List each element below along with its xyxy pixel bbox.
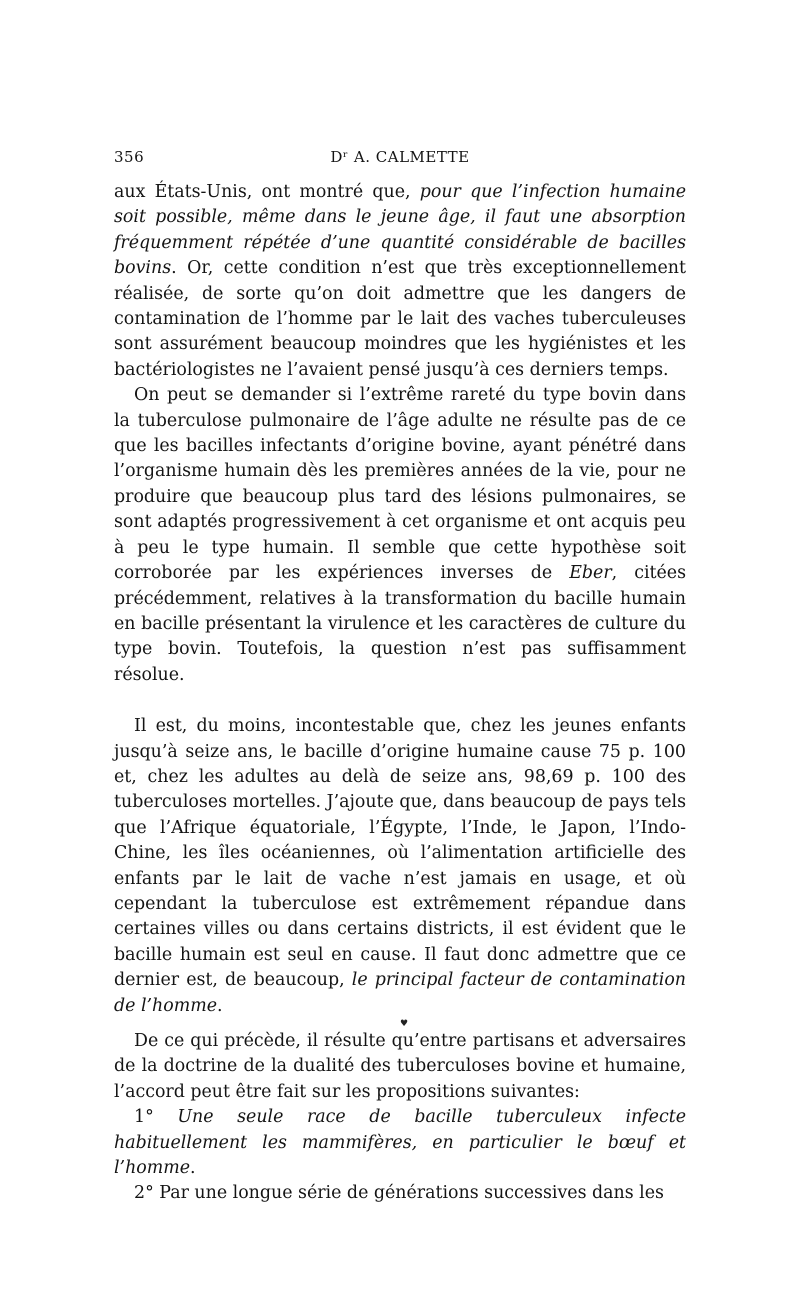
text-run: On peut se demander si l’extrême rareté du type bovin dans la tuberculose pulmonaire de l’âge adulte ne résulte pas de ce que les bacilles infectants d’origine bovine, ayant pénétré dans l’organisme humain dès les premières années de la vie, pour ne produire que beaucoup plus tard des lésions pulmonaires, se sont adaptés progressivement à cet organisme et ont acquis peu à peu le type humain. Il semble que cette hypothèse soit corroborée par les expériences inverses de (114, 385, 686, 584)
paragraph (114, 714, 686, 1019)
text-run: . (217, 995, 223, 1016)
list-item (114, 1105, 686, 1181)
section-mark-icon: ♥ (399, 1019, 409, 1029)
italic-text: pour que l’infection humaine soit possible, même dans le jeune âge, il faut une absorption fréquemment répétée d’une quantité considérable de bacilles bovins (114, 182, 686, 279)
running-head: Dʳ A. CALMETTE (330, 148, 470, 166)
paragraph (114, 383, 686, 688)
text-run: 2° Par une longue série de générations successives dans les (134, 1183, 664, 1204)
paragraph (114, 1029, 686, 1105)
section-break (114, 688, 686, 714)
text-run: . Or, cette condition n’est que très exceptionnellement réalisée, de sorte qu’on doit admettre que les dangers de contamination de l’homme par le lait des vaches tuberculeuses sont assurément beaucoup moindres que les hygiénistes et les bactériologistes ne l’avaient pensé jusqu’à ces derniers temps. (114, 258, 686, 380)
body-text (114, 180, 686, 1207)
text-run: De ce qui précède, il résulte qu’entre partisans et adversaires de la doctrine de la dualité des tuberculoses bovine et humaine, l’accord peut être fait sur les propositions suivantes: (114, 1031, 686, 1102)
text-run: aux États-Unis, ont montré que, (114, 182, 420, 202)
paragraph (114, 180, 686, 383)
page-header (114, 142, 686, 170)
text-run: 1° (134, 1107, 178, 1128)
italic-text: le principal facteur de contamination de l’homme (114, 970, 686, 1016)
list-item (114, 1181, 686, 1206)
italic-text: Eber (569, 563, 612, 584)
text-run: , citées précédemment, relatives à la transformation du bacille humain en bacille présentant la virulence et les caractères de culture du type bovin. Toutefois, la question n’est pas suffisamment résolue. (114, 563, 686, 685)
text-run: . (190, 1158, 196, 1179)
italic-text: Une seule race de bacille tuberculeux infecte habituellement les mammifères, en particulier le bœuf et l’homme (114, 1107, 686, 1179)
text-run: Il est, du moins, incontestable que, chez les jeunes enfants jusqu’à seize ans, le bacille d’origine humaine cause 75 p. 100 et, chez les adultes au delà de seize ans, 98,69 p. 100 des tuberculoses mortelles. J’ajoute que, dans beaucoup de pays tels que l’Afrique équatoriale, l’Égypte, l’Inde, le Japon, l’Indo-Chine, les îles océaniennes, où l’alimentation artificielle des enfants par le lait de vache n’est jamais en usage, et où cependant la tuberculose est extrêmement répandue dans certaines villes ou dans certains districts, il est évident que le bacille humain est seul en cause. Il faut donc admettre que ce dernier est, de beaucoup, (114, 716, 686, 991)
page-number: 356 (114, 148, 145, 166)
